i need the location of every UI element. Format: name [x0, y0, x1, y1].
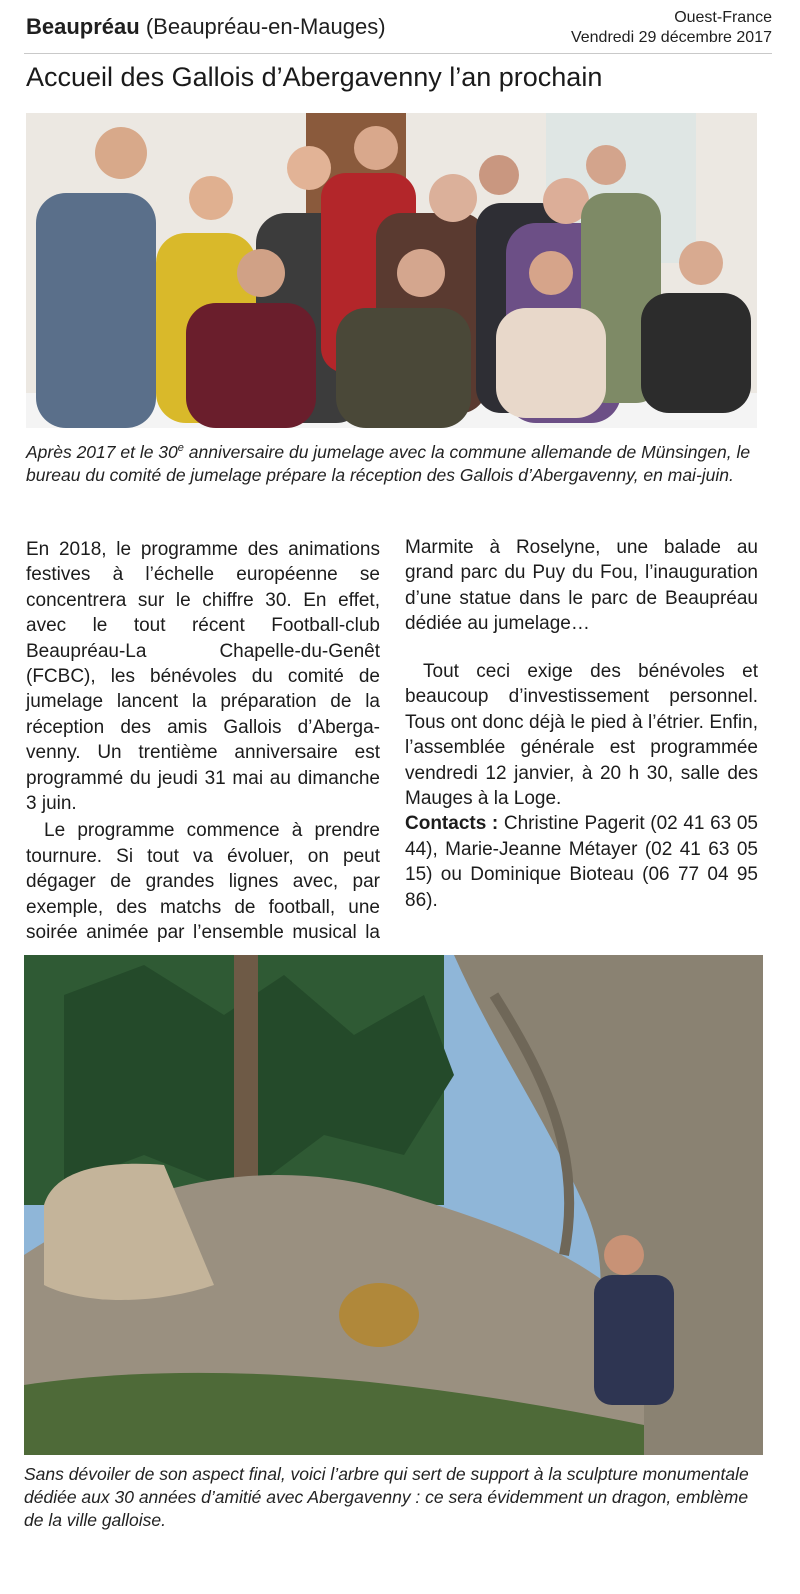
- caption-1-superscript: e: [177, 442, 184, 454]
- article-column-left: [26, 537, 380, 944]
- photo-caption-2: Sans dévoiler de son aspect final, voici l’arbre qui sert de support à la sculpture monumentale dédiée aux 30 années d’amitié avec Abergavenny : ce sera évidemment un dragon, emblème de la ville galloise.: [24, 1464, 749, 1530]
- paragraph-3: Tout ceci exige des bénévoles et beaucoup d’investissement personnel. Tous ont donc déjà le pied à l’étrier. Enfin, l’assemblée générale est programmée vendredi 12 janvier, à 20 h 30, salle des Mauges à la Loge.: [405, 661, 758, 810]
- article-headline: Accueil des Gallois d’Abergavenny l’an prochain: [26, 62, 603, 92]
- publication-info: [571, 8, 772, 48]
- article-location: [26, 14, 386, 40]
- publication-date: Vendredi 29 décembre 2017: [570, 29, 772, 46]
- caption-1-text-end: anniversaire du jumelage avec la commune allemande de Münsingen, le bureau du comité de jumelage prépare la réception des Gallois d’Abergavenny, en mai-juin.: [26, 441, 751, 485]
- caption-1-text-start: Après 2017 et le 30: [26, 441, 178, 462]
- contacts-text: Christine Pagerit (02 41 63 05 44), Marie-Jeanne Métayer (02 41 63 05 15) ou Dominique Bioteau (06 77 04 95 86).: [405, 813, 758, 911]
- paragraph-1: En 2018, le programme des animations festives à l’échelle européenne se concentrera sur le chiffre 30. En effet, avec le tout récent Football-club Beaupréau-La Chapelle-du-Genêt (FCBC), les bénévoles du comité de jumelage lancent la préparation de la réception des amis Gallois d’Abergavenny. Un trentième anniversaire est programmé du jeudi 31 mai au dimanche 3 juin.: [26, 539, 380, 815]
- paragraph-2: Le programme commence à prendre tournure. Si tout va évoluer, on peut dégager de grandes lignes avec, par exemple, des matchs de football, une soirée animée par l’ensemble musical la: [26, 820, 380, 944]
- photo-caption-1: [26, 437, 766, 487]
- tree-photo: [24, 955, 763, 1455]
- paragraph-2-overflow: Marmite à Roselyne, une balade au grand parc du Puy du Fou, l’inauguration d’une statue dans le parc de Beaupréau dédiée au jumelage…: [405, 537, 758, 635]
- paragraph-2-continuation: [405, 537, 758, 639]
- town-name: Beaupréau: [26, 14, 140, 39]
- article-column-right: [405, 537, 758, 913]
- newspaper-name: Ouest-France: [674, 9, 772, 26]
- group-photo: [26, 113, 757, 428]
- contacts: [405, 811, 758, 913]
- commune-name: (Beaupréau-en-Mauges): [145, 14, 386, 39]
- header-divider: [24, 53, 772, 54]
- contacts-label: Contacts :: [405, 813, 499, 835]
